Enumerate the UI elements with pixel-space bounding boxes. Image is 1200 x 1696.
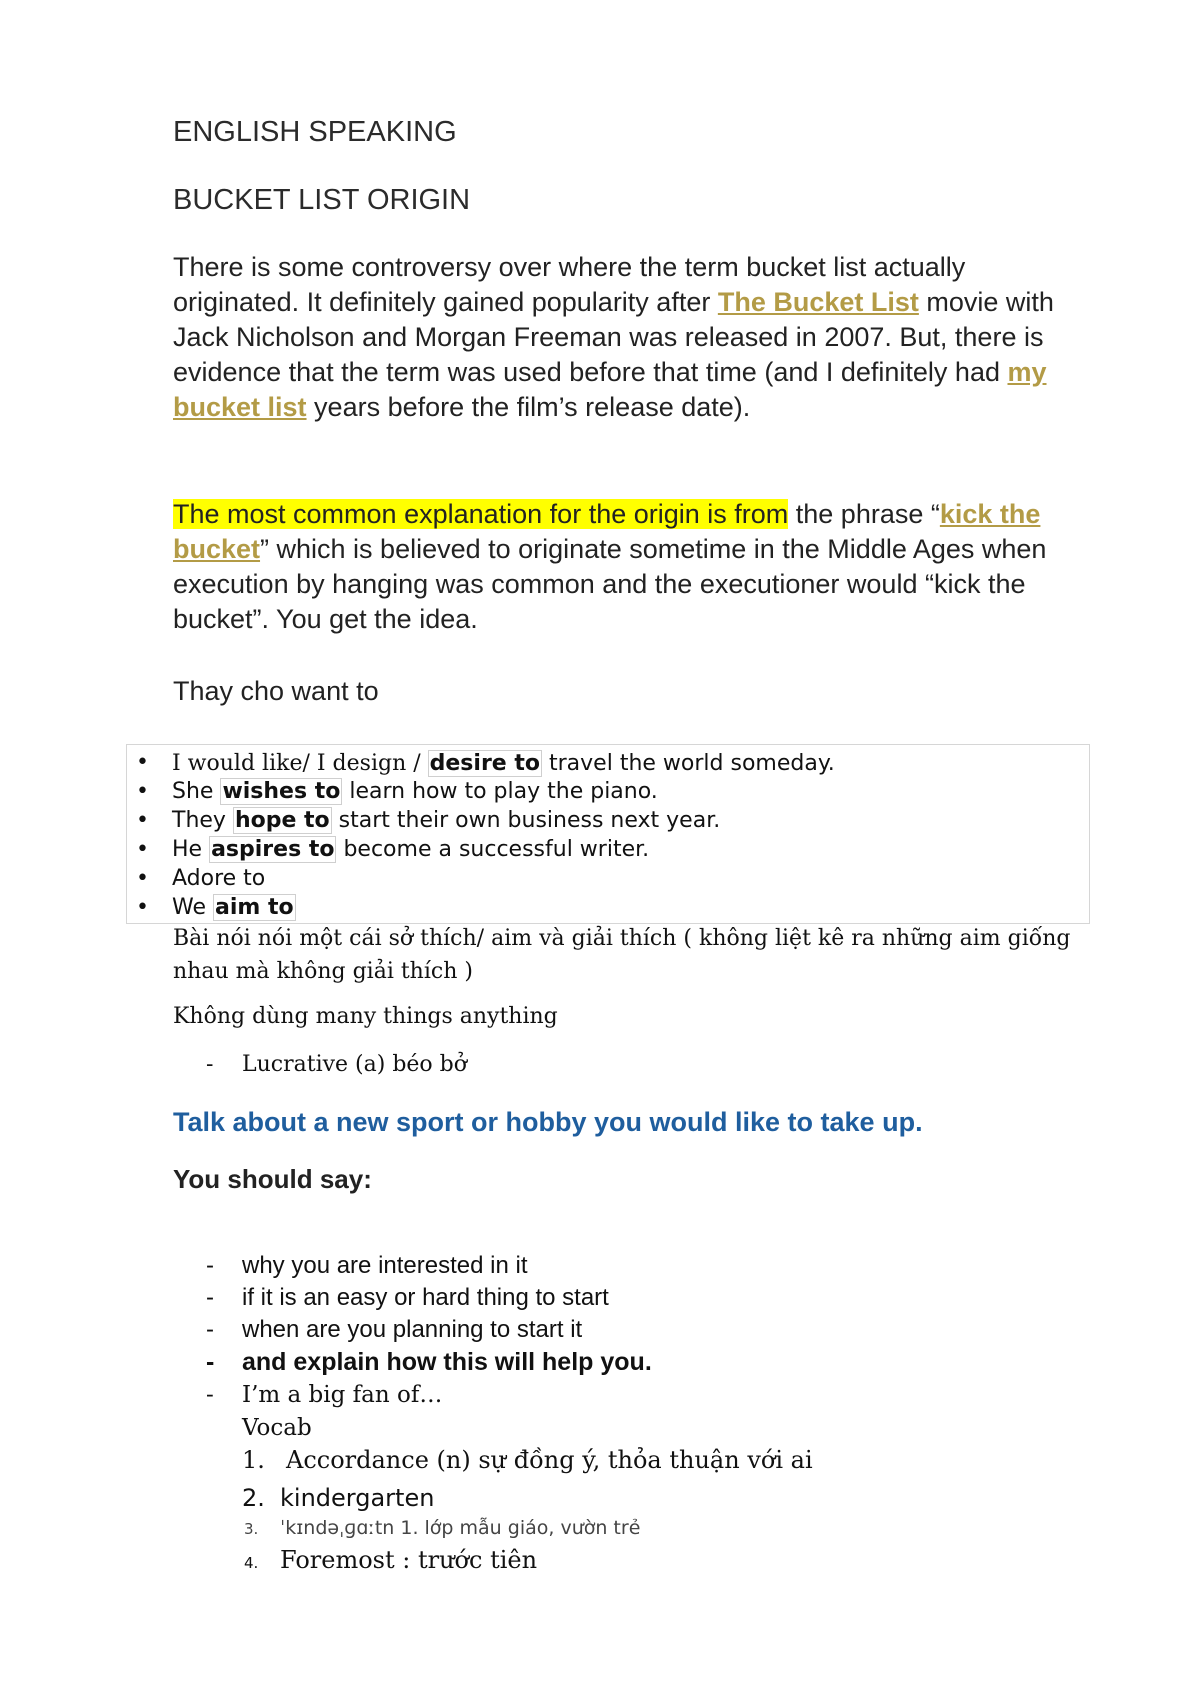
vocab-number: 3. [244,1520,259,1538]
link-kick-the-bucket[interactable]: kick the bucket [173,499,1041,564]
bullet-keyword: wishes to [222,779,341,804]
vocab-item [244,1546,538,1574]
note-explain: Bài nói nói một cái sở thích/ aim và giải thích ( không liệt kê ra những aim giống nhau mà không giải thích ) [173,926,1071,984]
note-many-things: Không dùng many things anything [173,1004,558,1029]
bullet-text: She [172,779,221,804]
bullet-icon: • [136,837,149,862]
vocab-number: 4. [244,1554,259,1572]
bullet-icon: • [136,750,149,775]
paragraph-text: There is some controversy over where the term bucket list actually originated. It definitely gained popularity after [173,252,966,317]
paragraph-text: movie with Jack Nicholson and Morgan Freeman was released in 2007. But, there is evidence that the term was used before that time (and I definitely had [173,287,1054,387]
bullet-keyword: aspires to [211,837,335,862]
bullet-text: travel the world someday. [542,751,835,776]
dash-icon: - [206,1252,214,1279]
paragraph-text: years before the film’s release date). [306,392,751,422]
title-bucket-list-origin: BUCKET LIST ORIGIN [173,184,471,216]
vocab-text: ˈkɪndəˌɡɑːtn 1. lớp mẫu giáo, vườn trẻ [280,1517,641,1539]
thay-cho-label: Thay cho want to [173,676,379,706]
vocab-item [244,1517,641,1539]
prompt-text: if it is an easy or hard thing to start [242,1284,609,1311]
bullet-text: We [172,895,213,920]
vocab-text: Accordance (n) sự đồng ý, thỏa thuận với ai [286,1446,813,1474]
bullet-icon: • [136,895,149,920]
bullet-text: become a successful writer. [336,837,650,862]
bullet-keyword: desire to [429,751,541,776]
bullet-text: I would like/ I design / [172,751,428,776]
vocab-item [242,1484,435,1512]
bullet-text: learn how to play the piano. [342,779,658,804]
paragraph-text: the phrase “ [788,499,940,529]
title-english-speaking: ENGLISH SPEAKING [173,116,457,148]
dash-text: Lucrative (a) béo bở [242,1052,467,1077]
link-my-bucket-list[interactable]: my bucket list [173,357,1047,422]
dash-icon: - [206,1316,214,1343]
speaking-question: Talk about a new sport or hobby you would like to take up. [173,1107,923,1137]
vocab-label: Vocab [242,1415,312,1441]
you-should-say: You should say: [173,1164,372,1194]
dash-icon: - [206,1382,214,1408]
bullet-icon: • [136,808,149,833]
bullet-text: He [172,837,210,862]
prompt-text: I’m a big fan of… [242,1382,443,1408]
prompt-text: and explain how this will help you. [242,1348,652,1376]
paragraph-text: ” which is believed to originate sometime in the Middle Ages when execution by hanging was common and the executioner would “kick the bucket”. You get the idea. [173,534,1047,634]
vocab-number: 1. [242,1446,265,1474]
prompt-text: why you are interested in it [242,1252,528,1279]
vocab-text: Foremost : trước tiên [280,1546,538,1574]
vocab-text: kindergarten [280,1484,435,1512]
vocab-item [242,1446,813,1474]
vocab-number: 2. [242,1484,265,1512]
bullet-keyword: aim to [215,895,294,920]
paragraph-explanation [173,497,1093,637]
bullet-keyword: hope to [234,808,330,833]
dash-icon: - [206,1052,214,1077]
bullet-icon: • [136,779,149,804]
link-the-bucket-list[interactable]: The Bucket List [717,287,919,317]
bullet-text: Adore to [172,866,266,891]
paragraph-origin [173,250,1093,425]
dash-icon: - [206,1284,214,1311]
bullet-text: start their own business next year. [331,808,721,833]
highlighted-text: The most common explanation for the origin is from [173,499,789,529]
bullet-text: They [172,808,233,833]
prompt-text: when are you planning to start it [242,1316,583,1343]
bullet-icon: • [136,866,149,891]
dash-icon: - [206,1348,215,1376]
